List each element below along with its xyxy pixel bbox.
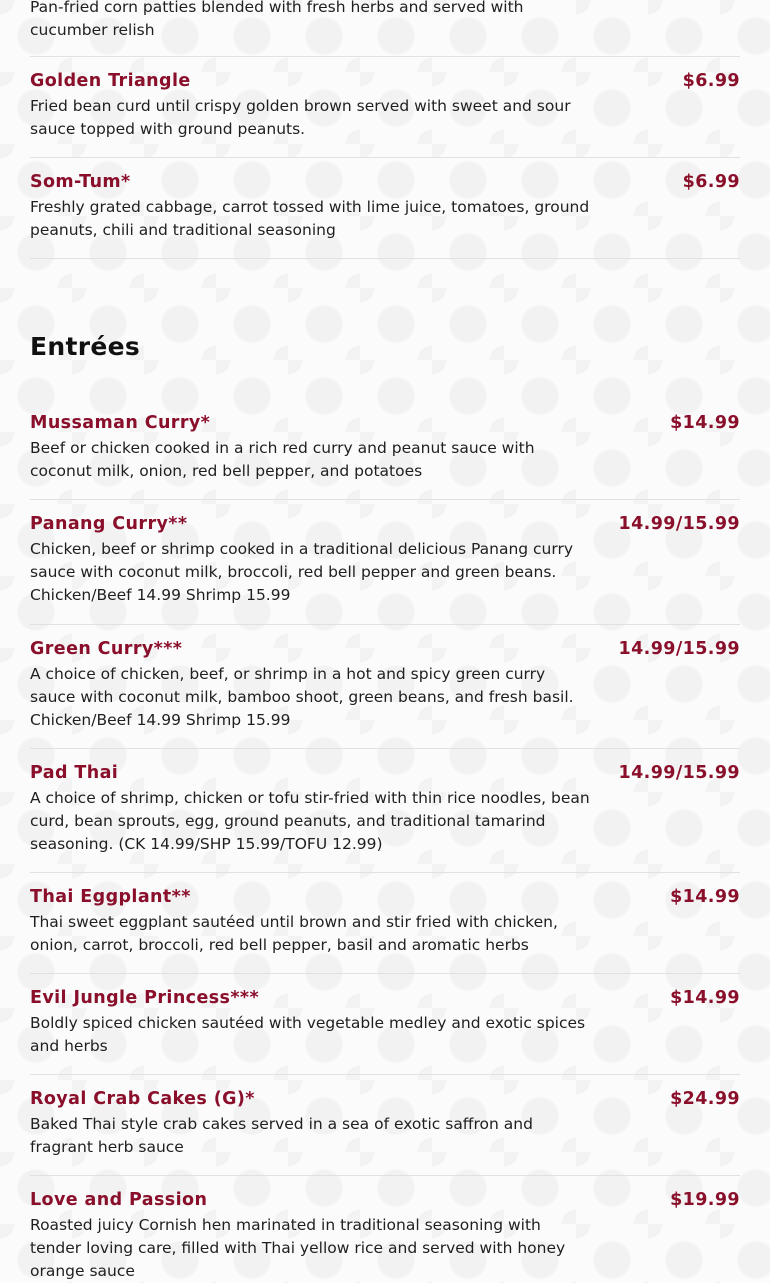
item-name: Mussaman Curry* [30,413,211,433]
item-price: 14.99/15.99 [618,514,740,534]
divider [30,1175,740,1176]
item-price: $24.99 [670,1089,740,1109]
item-name: Royal Crab Cakes (G)* [30,1089,255,1109]
divider [30,748,740,749]
divider [30,157,740,158]
divider [30,56,740,57]
item-description: Fried bean curd until crispy golden brown served with sweet and sour sauce topped with ground peanuts. [30,97,571,138]
divider [30,1074,740,1075]
item-description: Thai sweet eggplant sautéed until brown and stir fried with chicken, onion, carrot, broccoli, red bell pepper, basil and aromatic herbs [30,913,558,954]
item-description: Freshly grated cabbage, carrot tossed with lime juice, tomatoes, ground peanuts, chili and traditional seasoning [30,198,590,239]
item-name: Evil Jungle Princess*** [30,988,260,1008]
divider [30,973,740,974]
item-description: A choice of shrimp, chicken or tofu stir-fried with thin rice noodles, bean curd, bean sprouts, egg, ground peanuts, and traditional tamarind seasoning. (CK 14.99/SHP 15.99/TOFU 12.99) [30,789,590,853]
item-price: $19.99 [670,1190,740,1210]
divider [30,872,740,873]
item-description: Baked Thai style crab cakes served in a sea of exotic saffron and fragrant herb sauce [30,1115,533,1156]
item-price: $14.99 [670,988,740,1008]
item-price: 14.99/15.99 [618,763,740,783]
item-price: 14.99/15.99 [618,639,740,659]
item-price: $14.99 [670,887,740,907]
divider [30,624,740,625]
item-price: $6.99 [682,71,740,91]
item-name: Pad Thai [30,763,119,783]
item-price: $6.99 [682,172,740,192]
item-description: Roasted juicy Cornish hen marinated in traditional seasoning with tender loving care, filled with Thai yellow rice and served with honey orange sauce [30,1216,566,1280]
item-name: Som-Tum* [30,172,131,192]
item-name: Love and Passion [30,1190,208,1210]
item-description: Pan-fried corn patties blended with fresh herbs and served with cucumber relish [30,0,524,39]
item-description: Chicken, beef or shrimp cooked in a traditional delicious Panang curry sauce with coconut milk, broccoli, red bell pepper and green beans. Chicken/Beef 14.99 Shrimp 15.99 [30,540,574,604]
item-name: Golden Triangle [30,71,191,91]
item-name: Green Curry*** [30,639,183,659]
item-description: A choice of chicken, beef, or shrimp in a hot and spicy green curry sauce with coconut milk, bamboo shoot, green beans, and fresh basil. Chicken/Beef 14.99 Shrimp 15.99 [30,665,574,729]
item-name: Panang Curry** [30,514,188,534]
divider [30,258,740,259]
section-title: Entrées [30,332,141,361]
item-name: Thai Eggplant** [30,887,191,907]
item-description: Boldly spiced chicken sautéed with vegetable medley and exotic spices and herbs [30,1014,586,1055]
divider [30,499,740,500]
menu-page [30,0,740,1280]
item-price: $14.99 [670,413,740,433]
item-description: Beef or chicken cooked in a rich red curry and peanut sauce with coconut milk, onion, red bell pepper, and potatoes [30,439,535,480]
